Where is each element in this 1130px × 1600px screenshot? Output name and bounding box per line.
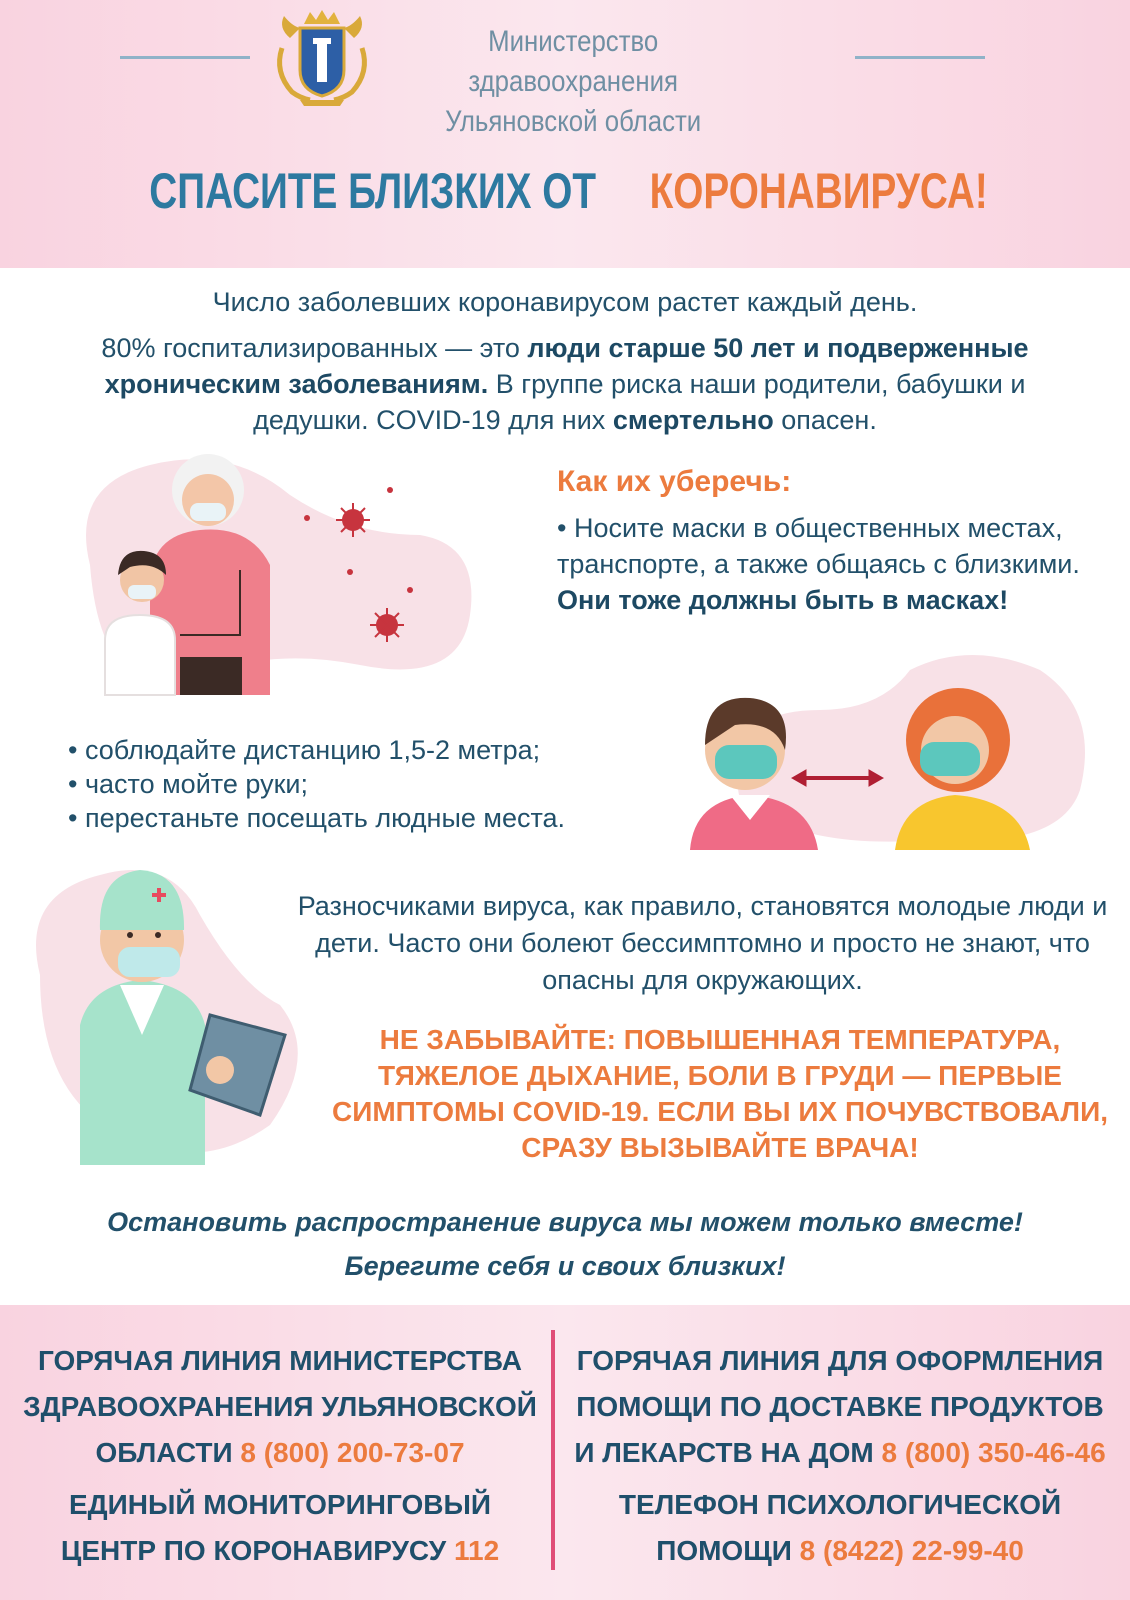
monitoring-center-phone[interactable]: 112 xyxy=(453,1535,500,1566)
monitoring-center xyxy=(20,1482,540,1574)
howto-text-a: • Носите маски в общественных местах, транспорте, а также общаясь с близкими. xyxy=(557,513,1080,579)
header-divider-right xyxy=(855,56,985,59)
child-body xyxy=(105,615,175,695)
delivery-hotline xyxy=(565,1338,1115,1476)
howto-title: Как их уберечь: xyxy=(557,465,792,498)
title-part-2: КОРОНАВИРУСА! xyxy=(649,163,988,219)
ministry-line-2: Ульяновской области xyxy=(445,105,702,138)
warning-text: НЕ ЗАБЫВАЙТЕ: ПОВЫШЕННАЯ ТЕМПЕРАТУРА, ТЯЖЕЛОЕ ДЫХАНИЕ, БОЛИ В ГРУДИ — ПЕРВЫЕ СИМПТОМЫ COVID-19. ЕСЛИ ВЫ ИХ ПОЧУВСТВОВАЛИ, СРАЗУ ВЫЗЫВАЙТЕ ВРАЧА! xyxy=(332,1024,1108,1163)
delivery-hotline-label: ГОРЯЧАЯ ЛИНИЯ ДЛЯ ОФОРМЛЕНИЯ ПОМОЩИ ПО ДОСТАВКЕ ПРОДУКТОВ И ЛЕКАРСТВ НА ДОМ xyxy=(574,1345,1104,1468)
ministry-hotline-phone[interactable]: 8 (800) 200-73-07 xyxy=(240,1437,465,1468)
howto-text xyxy=(557,510,1097,618)
psych-hotline-phone[interactable]: 8 (8422) 22-99-40 xyxy=(799,1535,1024,1566)
left-person-mask xyxy=(715,745,777,779)
ministry-hotline-label: ГОРЯЧАЯ ЛИНИЯ МИНИСТЕРСТВА ЗДРАВООХРАНЕНИЯ УЛЬЯНОВСКОЙ ОБЛАСТИ xyxy=(23,1345,537,1468)
delivery-hotline-phone[interactable]: 8 (800) 350-46-46 xyxy=(881,1437,1106,1468)
doctor-mask xyxy=(118,947,180,977)
header-divider-left xyxy=(120,56,250,59)
ministry-line-1: Министерство здравоохранения xyxy=(468,25,679,98)
page-title xyxy=(0,162,1130,220)
tip-avoid-crowds: • перестаньте посещать людные места. xyxy=(68,803,566,833)
closing-line-1: Остановить распространение вируса мы можем только вместе! xyxy=(107,1207,1023,1237)
grandmother-mask xyxy=(190,503,226,521)
footer-divider xyxy=(551,1330,555,1570)
intro-line-1: Число заболевших коронавирусом растет каждый день. xyxy=(212,287,918,317)
intro-paragraph xyxy=(55,330,1075,438)
carriers-text: Разносчиками вируса, как правило, становятся молодые люди и дети. Часто они болеют бессимптомно и просто не знают, что опасны для окружающих. xyxy=(297,891,1108,995)
monitoring-center-label: ЕДИНЫЙ МОНИТОРИНГОВЫЙ ЦЕНТР ПО КОРОНАВИРУСУ xyxy=(60,1489,491,1566)
title-part-1: СПАСИТЕ БЛИЗКИХ ОТ xyxy=(149,163,597,219)
psych-hotline xyxy=(565,1482,1115,1574)
table-icon xyxy=(180,657,242,695)
intro-text-d: смертельно xyxy=(612,405,774,435)
ministry-hotline xyxy=(20,1338,540,1476)
intro-text-e: опасен. xyxy=(773,405,877,435)
grandmother-child-illustration xyxy=(60,445,480,695)
tips-list xyxy=(68,733,565,835)
closing-line-2: Берегите себя и своих близких! xyxy=(344,1251,786,1281)
intro-text-c: В группе риска наши родители, бабушки и дедушки. COVID-19 для них xyxy=(253,369,1026,435)
right-person-mask xyxy=(920,742,980,776)
child-mask xyxy=(128,585,156,599)
psych-hotline-label: ТЕЛЕФОН ПСИХОЛОГИЧЕСКОЙ ПОМОЩИ xyxy=(618,1489,1062,1566)
ministry-name xyxy=(384,22,762,142)
distance-illustration xyxy=(680,650,1100,850)
tip-distance: • соблюдайте дистанцию 1,5-2 метра; xyxy=(68,735,541,765)
tip-wash-hands: • часто мойте руки; xyxy=(68,769,308,799)
intro-text-a: 80% госпитализированных — это xyxy=(101,333,528,363)
intro-text-b: люди старше 50 лет и подверженные хроническим заболеваниям. xyxy=(104,333,1029,399)
doctor-illustration xyxy=(20,835,320,1185)
howto-text-b: Они тоже должны быть в масках! xyxy=(557,585,1009,615)
coat-of-arms-icon xyxy=(270,8,374,108)
closing-message xyxy=(0,1200,1130,1288)
